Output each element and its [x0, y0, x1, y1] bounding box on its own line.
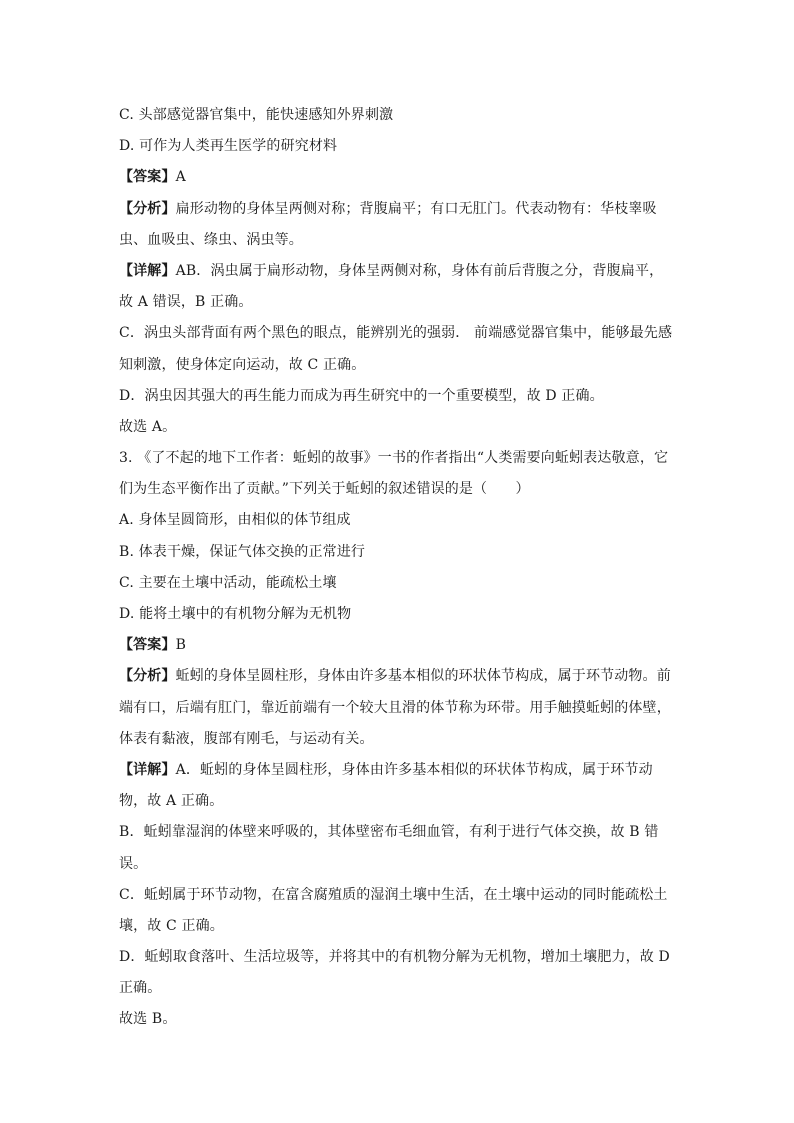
line-text: 蚯蚓的身体呈圆柱形，身体由许多基本相似的环状体节构成，属于环节动物。前 — [175, 668, 671, 685]
line-text: 知刺激，使身体定向运动，故 C 正确。 — [119, 356, 366, 373]
text-line — [119, 287, 674, 318]
text-line — [119, 786, 674, 817]
text-line — [119, 661, 674, 692]
line-text: 端有口，后端有肛门，靠近前端有一个较大且滑的体节称为环带。用手触摸蚯蚓的体壁， — [119, 699, 671, 716]
text-line — [119, 318, 674, 349]
text-line — [119, 849, 674, 880]
text-line — [119, 162, 674, 193]
line-text: AB．涡虫属于扁形动物，身体呈两侧对称，身体有前后背腹之分，背腹扁平， — [175, 262, 664, 279]
line-text: C．涡虫头部背面有两个黑色的眼点，能辨别光的强弱． 前端感觉器官集中，能够最先感 — [119, 325, 673, 342]
text-line — [119, 568, 674, 599]
line-text: 虫、血吸虫、绦虫、涡虫等。 — [119, 231, 303, 248]
section-tag: 【详解】 — [119, 262, 176, 279]
text-line — [119, 973, 674, 1004]
section-tag: 【答案】 — [119, 169, 176, 186]
text-line — [119, 131, 674, 162]
text-line — [119, 537, 674, 568]
line-text: 故 A 错误，B 正确。 — [119, 294, 253, 311]
text-line — [119, 880, 674, 911]
text-line — [119, 194, 674, 225]
line-text: 误。 — [119, 855, 148, 872]
line-text: C. 主要在土壤中活动，能疏松土壤 — [119, 574, 337, 591]
section-tag: 【详解】 — [119, 761, 176, 778]
text-line — [119, 630, 674, 661]
line-text: C．蚯蚓属于环节动物，在富含腐殖质的湿润土壤中生活，在土壤中运动的同时能疏松土 — [119, 886, 668, 903]
line-text: B — [175, 637, 187, 654]
text-line — [119, 817, 674, 848]
line-text: C. 头部感觉器官集中，能快速感知外界刺激 — [119, 107, 394, 123]
text-line — [119, 911, 674, 942]
text-line — [119, 942, 674, 973]
document-body — [119, 100, 674, 1036]
text-line — [119, 693, 674, 724]
text-line — [119, 381, 674, 412]
line-text: 们为生态平衡作出了贡献。”下列关于蚯蚓的叙述错误的是（ ） — [119, 481, 530, 498]
text-line — [119, 474, 674, 505]
line-text: D. 能将土壤中的有机物分解为无机物 — [119, 606, 352, 622]
line-text: 故选 A。 — [119, 418, 177, 435]
text-line — [119, 505, 674, 536]
text-line — [119, 443, 674, 474]
line-text: 正确。 — [119, 980, 162, 997]
line-text: D. 可作为人类再生医学的研究材料 — [119, 138, 338, 155]
section-tag: 【分析】 — [119, 668, 176, 685]
text-line — [119, 755, 674, 786]
text-line — [119, 599, 674, 630]
text-line — [119, 225, 674, 256]
text-line — [119, 412, 674, 443]
line-text: 体表有黏液，腹部有刚毛，与运动有关。 — [119, 730, 374, 747]
line-text: 壤，故 C 正确。 — [119, 917, 224, 934]
line-text: D．蚯蚓取食落叶、生活垃圾等，并将其中的有机物分解为无机物，增加土壤肥力，故 D — [119, 949, 670, 966]
line-text: 扁形动物的身体呈两侧对称；背腹扁平；有口无肛门。代表动物有：华枝睾吸 — [175, 200, 657, 217]
section-tag: 【答案】 — [119, 637, 176, 654]
text-line — [119, 350, 674, 381]
line-text: 3. 《了不起的地下工作者：蚯蚓的故事》一书的作者指出“人类需要向蚯蚓表达敬意，它 — [119, 450, 669, 467]
text-line — [119, 256, 674, 287]
line-text: B. 体表干燥，保证气体交换的正常进行 — [119, 543, 366, 560]
section-tag: 【分析】 — [119, 200, 176, 217]
line-text: D．涡虫因其强大的再生能力而成为再生研究中的一个重要模型，故 D 正确。 — [119, 387, 604, 404]
line-text: 物，故 A 正确。 — [119, 793, 224, 810]
text-line — [119, 100, 674, 131]
line-text: 故选 B。 — [119, 1011, 177, 1028]
text-line — [119, 724, 674, 755]
text-line — [119, 1004, 674, 1035]
line-text: A — [175, 169, 186, 186]
line-text: B．蚯蚓靠湿润的体壁来呼吸的，其体壁密布毛细血管，有利于进行气体交换，故 B 错 — [119, 824, 659, 841]
line-text: A. 身体呈圆筒形，由相似的体节组成 — [119, 512, 351, 529]
line-text: A．蚯蚓的身体呈圆柱形，身体由许多基本相似的环状体节构成，属于环节动 — [175, 761, 653, 778]
